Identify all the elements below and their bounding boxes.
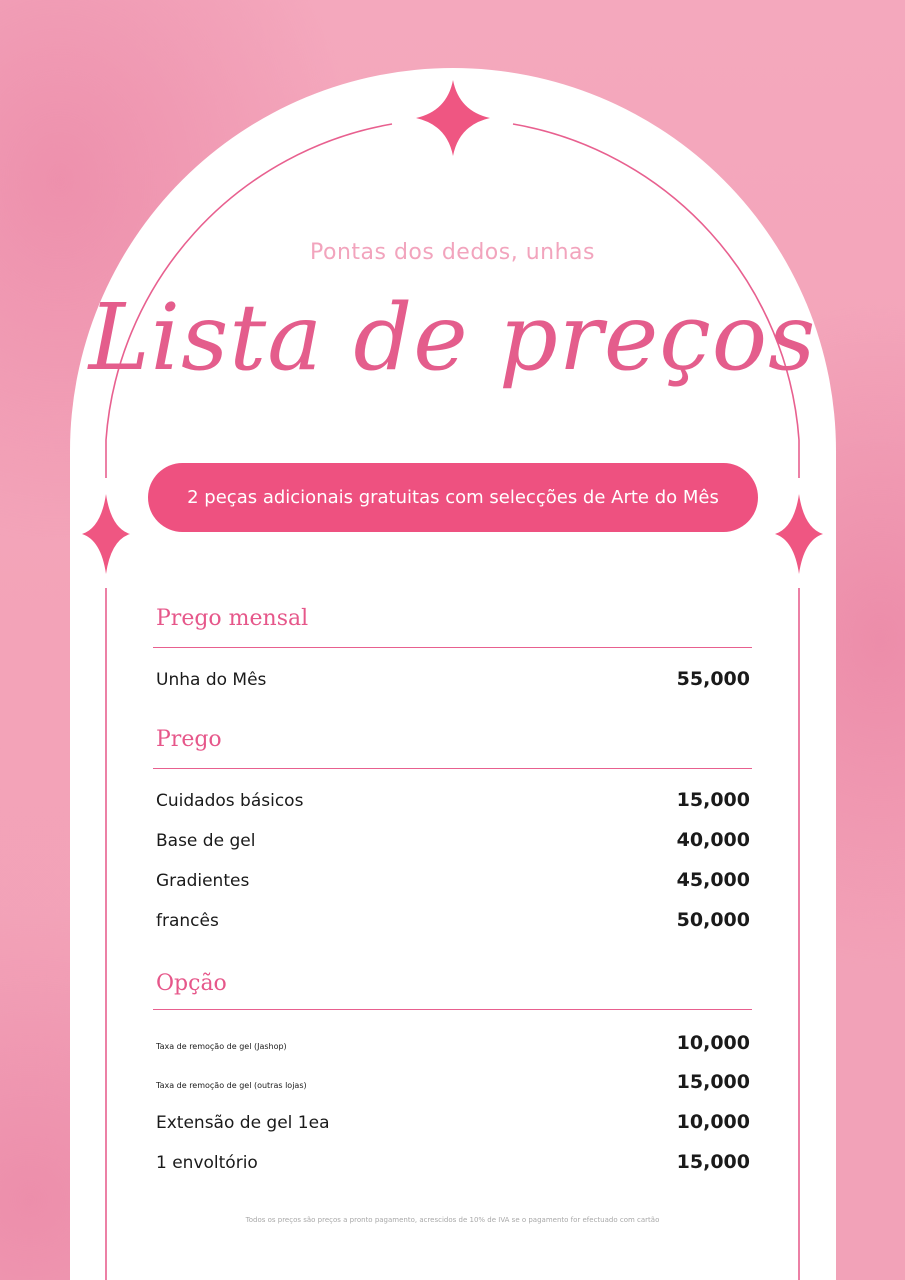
price-row: [156, 668, 750, 690]
price-row: [156, 1151, 750, 1173]
price-row: [156, 829, 750, 851]
item-name: francês: [156, 911, 219, 931]
item-price: 45,000: [676, 869, 750, 891]
item-price: 10,000: [676, 1111, 750, 1133]
section-title-option: Opção: [156, 971, 227, 996]
section-divider: [153, 647, 752, 648]
section-title-monthly: Prego mensal: [156, 606, 309, 631]
price-row: [156, 1111, 750, 1133]
item-price: 50,000: [676, 909, 750, 931]
item-price: 15,000: [676, 1071, 750, 1093]
item-name: Unha do Mês: [156, 670, 267, 690]
item-price: 55,000: [676, 668, 750, 690]
promo-banner: [148, 463, 758, 532]
section-divider: [153, 1009, 752, 1010]
footnote: Todos os preços são preços a pronto pagamento, acrescidos de 10% de IVA se o pagamento for efectuado com cartão: [245, 1216, 660, 1224]
item-price: 10,000: [676, 1032, 750, 1054]
promo-text: 2 peças adicionais gratuitas com selecções de Arte do Mês: [187, 487, 719, 508]
sparkle-star-icon: [82, 494, 130, 574]
page-title: Lista de preços: [88, 284, 817, 391]
price-row: [156, 789, 750, 811]
sparkle-star-icon: [416, 80, 490, 156]
section-divider: [153, 768, 752, 769]
price-row: [156, 1032, 750, 1054]
section-title-nail: Prego: [156, 727, 222, 752]
item-price: 15,000: [676, 789, 750, 811]
item-name: Cuidados básicos: [156, 791, 304, 811]
item-name: Gradientes: [156, 871, 250, 891]
item-name: Base de gel: [156, 831, 256, 851]
price-row: [156, 869, 750, 891]
item-name: Taxa de remoção de gel (outras lojas): [156, 1081, 307, 1090]
price-row: [156, 909, 750, 931]
subtitle: Pontas dos dedos, unhas: [310, 240, 595, 265]
item-name: Extensão de gel 1ea: [156, 1113, 330, 1133]
item-price: 15,000: [676, 1151, 750, 1173]
price-row: [156, 1071, 750, 1093]
item-name: Taxa de remoção de gel (Jashop): [156, 1042, 287, 1051]
item-name: 1 envoltório: [156, 1153, 258, 1173]
sparkle-star-icon: [775, 494, 823, 574]
item-price: 40,000: [676, 829, 750, 851]
